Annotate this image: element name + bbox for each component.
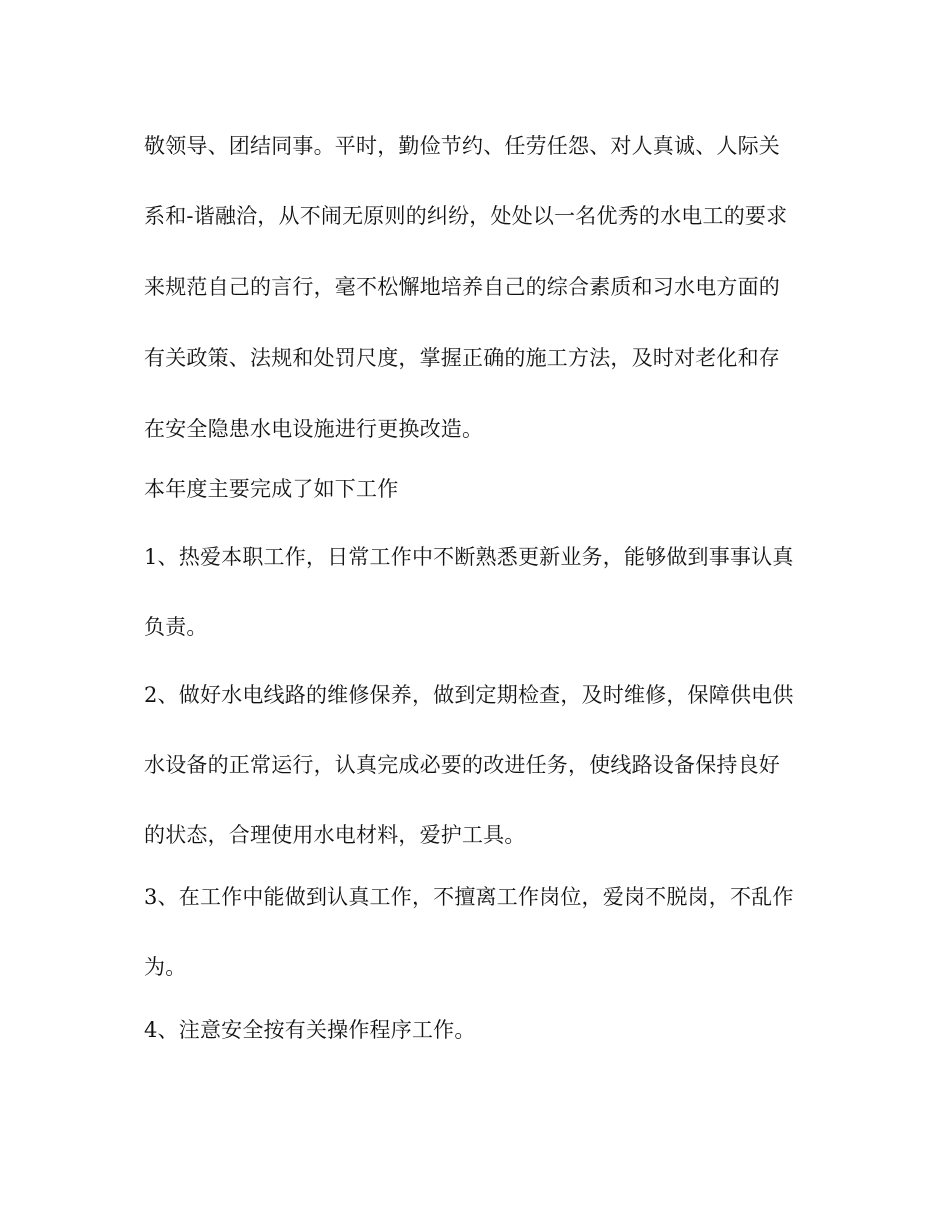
list-item-line: 2、做好水电线路的维修保养，做到定期检查，及时维修，保障供电供 xyxy=(144,683,794,707)
list-item-line: 水设备的正常运行，认真完成必要的改进任务，使线路设备保持良好 xyxy=(144,753,780,777)
paragraph-line: 有关政策、法规和处罚尺度，掌握正确的施工方法，及时对老化和存 xyxy=(144,346,780,370)
list-item-line: 1、热爱本职工作，日常工作中不断熟悉更新业务，能够做到事事认真 xyxy=(144,545,794,569)
paragraph-line: 系和-谐融洽，从不闹无原则的纠纷，处处以一名优秀的水电工的要求 xyxy=(144,204,788,228)
paragraph-line: 来规范自己的言行，毫不松懈地培养自己的综合素质和习水电方面的 xyxy=(144,275,780,299)
list-item-line: 3、在工作中能做到认真工作，不擅离工作岗位，爱岗不脱岗，不乱作 xyxy=(144,885,794,909)
list-item-line: 为。 xyxy=(144,955,187,979)
list-item-line: 负责。 xyxy=(144,615,208,639)
paragraph-line: 敬领导、团结同事。平时，勤俭节约、任劳任怨、对人真诚、人际关 xyxy=(144,134,780,158)
list-item-line: 的状态，合理使用水电材料，爱护工具。 xyxy=(144,823,526,847)
list-item-line: 4、注意安全按有关操作程序工作。 xyxy=(144,1018,476,1042)
section-heading: 本年度主要完成了如下工作 xyxy=(144,477,399,501)
paragraph-line: 在安全隐患水电设施进行更换改造。 xyxy=(144,417,484,441)
